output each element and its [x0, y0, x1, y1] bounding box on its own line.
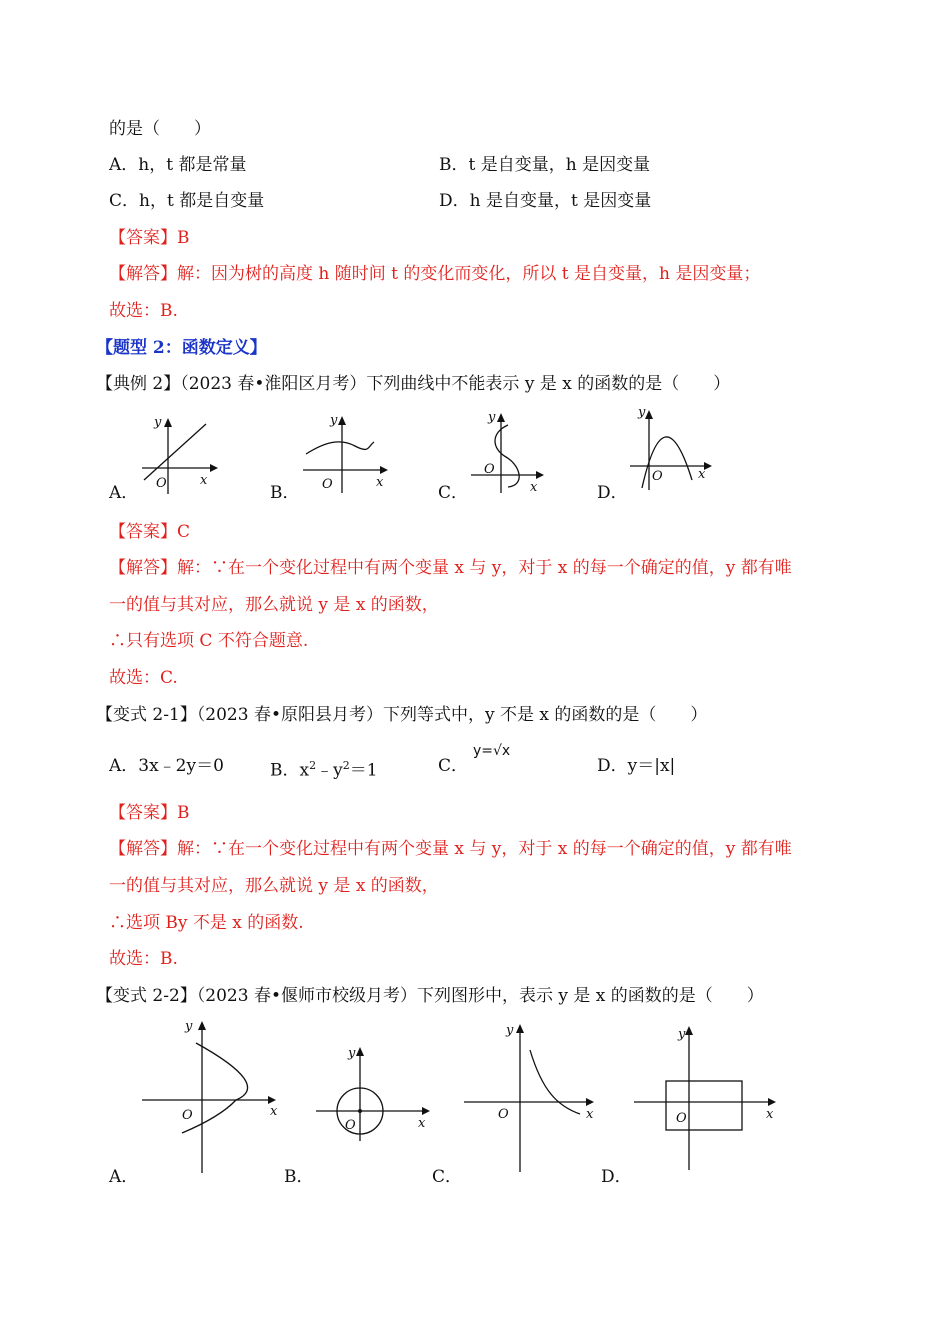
axis-y-label: y	[678, 1027, 686, 1042]
variant21-title: 【变式 2-1】（2023 春•原阳县月考）下列等式中，y 不是 x 的函数的是（ ）	[96, 705, 708, 725]
axis-x-label: x	[376, 475, 384, 490]
axis-y-label: y	[154, 415, 162, 430]
q1-stem-tail: 的是（ ）	[109, 119, 211, 139]
ex2-graph-c	[468, 405, 553, 495]
ex2-explanation-2: 一的值与其对应，那么就说 y 是 x 的函数，	[109, 595, 439, 615]
v22-graph-b	[314, 1043, 439, 1143]
axis-origin-label: O	[345, 1118, 356, 1133]
axis-x-label: x	[418, 1116, 426, 1131]
axis-x-label: x	[698, 467, 706, 482]
axis-origin-label: O	[676, 1111, 687, 1126]
q1-option-a: A．h，t 都是常量	[109, 155, 247, 175]
axis-y-label: y	[330, 413, 338, 428]
v21-option-a: A．3x﹣2y＝0	[109, 756, 224, 776]
ex2-choose: 故选：C.	[109, 668, 178, 688]
ex2-label-d: D．	[597, 483, 628, 503]
axis-y-label: y	[506, 1023, 514, 1038]
axis-y-label: y	[488, 410, 496, 425]
axis-origin-label: O	[182, 1108, 193, 1123]
ex2-label-a: A．	[109, 483, 139, 503]
variant22-title: 【变式 2-2】（2023 春•偃师市校级月考）下列图形中，表示 y 是 x 的函数的是（ ）	[96, 986, 764, 1006]
ex2-explanation-3: ∴只有选项 C 不符合题意.	[109, 631, 309, 651]
ex2-answer: 【答案】C	[109, 522, 191, 542]
v22-graph-d	[632, 1022, 782, 1172]
v21-explanation-1: 【解答】解：∵在一个变化过程中有两个变量 x 与 y，对于 x 的每一个确定的值，y 都有唯	[109, 839, 792, 859]
v21-option-d: D．y＝|x|	[597, 756, 676, 776]
q1-choose: 故选：B.	[109, 301, 178, 321]
q1-option-c: C．h，t 都是自变量	[109, 191, 265, 211]
axis-x-label: x	[586, 1107, 594, 1122]
axis-x-label: x	[530, 480, 538, 495]
v22-label-d: D．	[601, 1167, 632, 1187]
v21-choose: 故选：B.	[109, 949, 178, 969]
example2-title: 【典例 2】（2023 春•淮阳区月考）下列曲线中不能表示 y 是 x 的函数的是（ ）	[96, 374, 731, 394]
v22-graph-a	[140, 1015, 290, 1175]
v21-option-c-formula: y=√x	[473, 743, 511, 759]
ex2-graph-d	[628, 404, 723, 494]
ex2-explanation-1: 【解答】解：∵在一个变化过程中有两个变量 x 与 y，对于 x 的每一个确定的值，y 都有唯	[109, 558, 792, 578]
q1-option-b: B．t 是自变量，h 是因变量	[439, 155, 651, 175]
axis-y-label: y	[185, 1019, 193, 1034]
v21-explanation-2: 一的值与其对应，那么就说 y 是 x 的函数，	[109, 876, 439, 896]
ex2-label-c: C．	[438, 483, 469, 503]
ex2-graph-a	[138, 410, 223, 495]
axis-y-label: y	[638, 405, 646, 420]
ex2-label-b: B．	[270, 483, 300, 503]
axis-origin-label: O	[484, 462, 495, 477]
axis-origin-label: O	[322, 477, 333, 492]
v21-explanation-3: ∴选项 By 不是 x 的函数.	[109, 913, 304, 933]
axis-origin-label: O	[652, 469, 663, 484]
v22-label-b: B．	[284, 1167, 314, 1187]
axis-origin-label: O	[156, 476, 167, 491]
axis-origin-label: O	[498, 1107, 509, 1122]
v22-label-c: C．	[432, 1167, 463, 1187]
v22-graph-c	[462, 1020, 602, 1175]
v21-option-b: B．$x^2﹣y^2=1$	[270, 759, 378, 781]
v21-option-c-label: C．	[438, 756, 469, 776]
section-heading: 【题型 2：函数定义】	[96, 338, 267, 358]
axis-x-label: x	[270, 1104, 278, 1119]
q1-explanation: 【解答】解：因为树的高度 h 随时间 t 的变化而变化，所以 t 是自变量，h 是因变量；	[109, 264, 761, 284]
ex2-graph-b	[300, 408, 395, 498]
axis-x-label: x	[200, 473, 208, 488]
axis-x-label: x	[766, 1107, 774, 1122]
axis-y-label: y	[348, 1046, 356, 1061]
v22-label-a: A．	[109, 1167, 139, 1187]
q1-option-d: D．h 是自变量，t 是因变量	[439, 191, 652, 211]
v21-answer: 【答案】B	[109, 803, 190, 823]
q1-answer: 【答案】B	[109, 228, 190, 248]
